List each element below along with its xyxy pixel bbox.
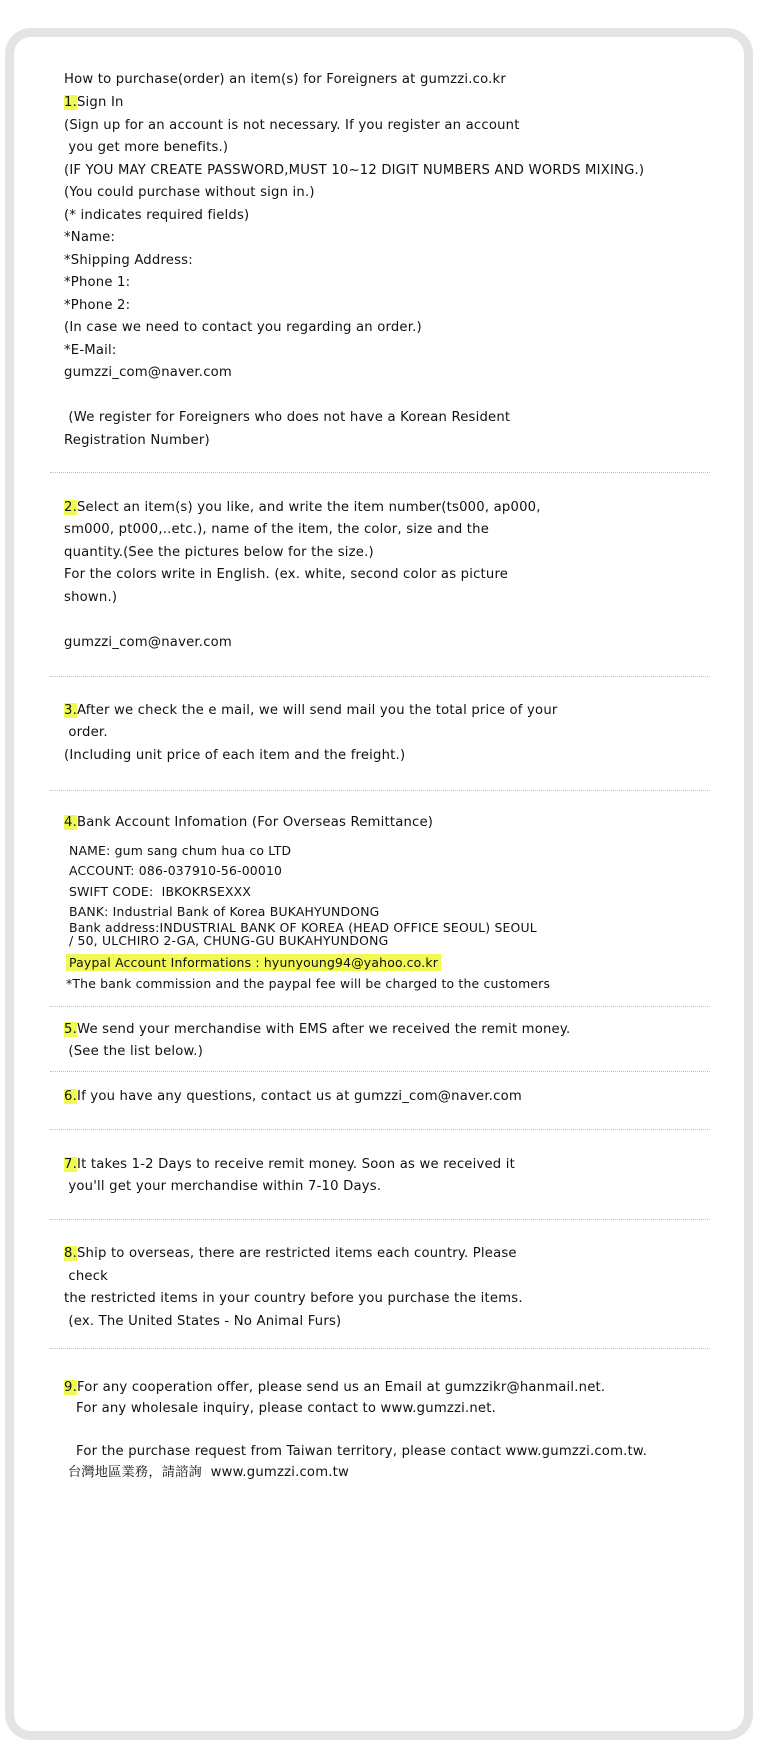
text-line: quantity.(See the pictures below for the size.) [64,545,374,560]
step-heading: Select an item(s) you like, and write the item number(ts000, ap000, [76,500,541,515]
bank-account: ACCOUNT: 086-037910-56-00010 [69,863,283,878]
contact-email: gumzzi_com@naver.com [64,635,232,650]
step-heading: Ship to overseas, there are restricted items each country. Please [76,1246,517,1261]
text-line: the restricted items in your country before you purchase the items. [64,1291,523,1306]
field-name-label: *Name: [64,230,116,245]
field-address-label: *Shipping Address: [64,253,193,268]
page-title: How to purchase(order) an item(s) for Foreigners at gumzzi.co.kr [64,72,506,87]
bank-swift: SWIFT CODE: IBKOKRSEXXX [69,884,252,899]
step-6 [64,1089,522,1105]
fee-note: *The bank commission and the paypal fee will be charged to the customers [66,976,551,991]
step-3 [64,703,558,719]
field-phone1-label: *Phone 1: [64,275,131,290]
step-number: 5. [64,1022,77,1037]
step-number: 1. [64,95,77,110]
step-number: 2. [64,500,77,515]
text-line: For any wholesale inquiry, please contact to www.gumzzi.net. [76,1401,496,1416]
step-number: 7. [64,1157,77,1172]
text-line: shown.) [64,590,118,605]
text-line: order. [64,725,108,740]
field-phone2-label: *Phone 2: [64,298,131,313]
divider [50,1219,710,1220]
text-line: (See the list below.) [64,1044,204,1059]
step-7 [64,1157,515,1173]
bank-branch: BANK: Industrial Bank of Korea BUKAHYUNDONG [69,904,380,919]
text-line: sm000, pt000,..etc.), name of the item, the color, size and the [64,522,490,537]
step-number: 8. [64,1246,77,1261]
divider [50,676,710,677]
step-1 [64,95,124,111]
bank-name: NAME: gum sang chum hua co LTD [69,843,292,858]
paypal-info [66,955,441,971]
bank-address-line1: Bank address:INDUSTRIAL BANK OF KOREA (HEAD OFFICE SEOUL) SEOUL [69,920,537,935]
text-line: you'll get your merchandise within 7-10 Days. [64,1179,382,1194]
step-2 [64,500,541,516]
divider [50,1006,710,1007]
text-line: For the purchase request from Taiwan territory, please contact www.gumzzi.com.tw. [76,1444,648,1459]
step-4 [64,815,433,831]
step-number: 4. [64,815,77,830]
divider [50,1348,710,1349]
text-line: (In case we need to contact you regarding an order.) [64,320,422,335]
text-line: (You could purchase without sign in.) [64,185,315,200]
text-line: For the colors write in English. (ex. white, second color as picture [64,567,509,582]
text-line: (We register for Foreigners who does not have a Korean Resident [64,410,511,425]
step-heading: After we check the e mail, we will send mail you the total price of your [76,703,558,718]
step-8 [64,1246,517,1262]
step-number: 6. [64,1089,77,1104]
text-line: (IF YOU MAY CREATE PASSWORD,MUST 10~12 DIGIT NUMBERS AND WORDS MIXING.) [64,163,645,178]
text-line: Registration Number) [64,433,210,448]
step-9 [64,1380,605,1396]
text-line: (Including unit price of each item and the freight.) [64,748,406,763]
step-heading: It takes 1-2 Days to receive remit money. Soon as we received it [76,1157,515,1172]
step-heading: We send your merchandise with EMS after we received the remit money. [76,1022,571,1037]
text-line: you get more benefits.) [64,140,229,155]
text-line: (ex. The United States - No Animal Furs) [64,1314,342,1329]
text-line: check [64,1269,109,1284]
paypal-highlight: Paypal Account Informations : hyunyoung94@yahoo.co.kr [66,954,441,971]
text-line: (Sign up for an account is not necessary. If you register an account [64,118,520,133]
divider [50,1071,710,1072]
step-heading: Bank Account Infomation (For Overseas Remittance) [76,815,434,830]
step-heading: For any cooperation offer, please send us an Email at gumzzikr@hanmail.net. [76,1380,606,1395]
divider [50,472,710,473]
field-email-label: *E-Mail: [64,343,117,358]
step-heading: Sign In [76,95,124,110]
contact-email: gumzzi_com@naver.com [64,365,232,380]
step-heading: If you have any questions, contact us at gumzzi_com@naver.com [76,1089,522,1104]
divider [50,1129,710,1130]
divider [50,790,710,791]
step-number: 9. [64,1380,77,1395]
step-5 [64,1022,570,1038]
step-number: 3. [64,703,77,718]
text-line: 台灣地區業務，請諮詢 www.gumzzi.com.tw [68,1465,349,1480]
bank-address-line2: / 50, ULCHIRO 2-GA, CHUNG-GU BUKAHYUNDONG [69,933,389,948]
text-line: (* indicates required fields) [64,208,250,223]
